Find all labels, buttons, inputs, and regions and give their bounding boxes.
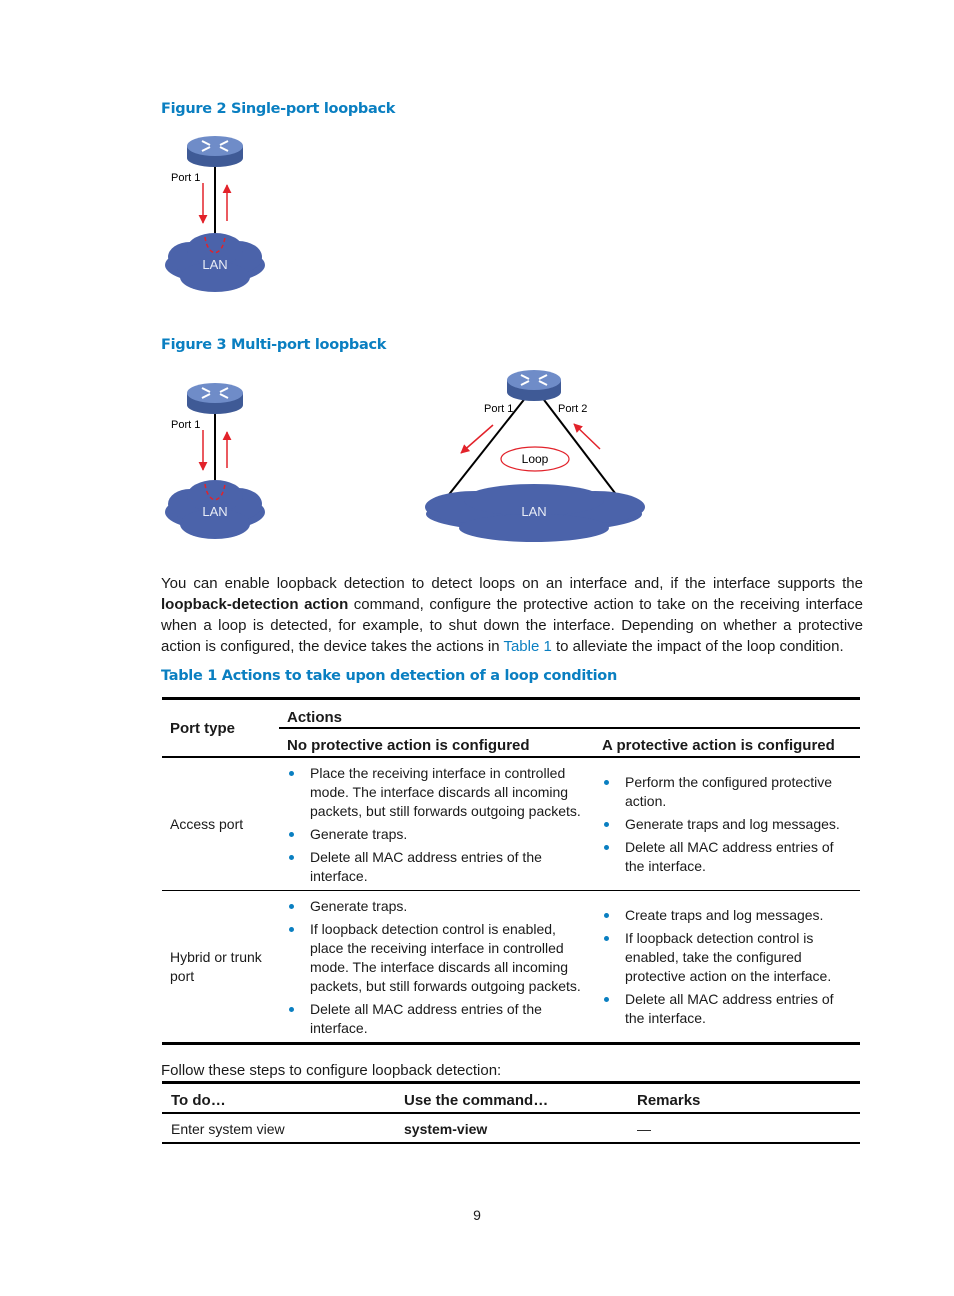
table-row	[162, 757, 860, 891]
header-todo: To do…	[162, 1083, 395, 1114]
actions-table	[162, 697, 860, 1045]
header-port-type: Port type	[162, 699, 279, 758]
port-label: Port 1	[171, 172, 201, 184]
figure-2-diagram	[150, 125, 280, 300]
list-item: Perform the configured protective action.	[602, 773, 852, 811]
figure-3-left-diagram	[150, 372, 280, 547]
loop-label: Loop	[521, 452, 549, 466]
list-item: Generate traps and log messages.	[602, 815, 852, 834]
header-actions: Actions	[279, 699, 860, 729]
lan-label: LAN	[202, 504, 228, 519]
switch-icon	[187, 136, 243, 167]
header-protective-action: A protective action is configured	[594, 728, 860, 757]
steps-table	[162, 1081, 860, 1144]
port-label: Port 1	[171, 419, 201, 431]
lan-label: LAN	[521, 504, 547, 519]
list-item: Delete all MAC address entries of the interface.	[287, 1000, 586, 1038]
figure-3-right-diagram	[420, 362, 655, 547]
steps-intro: Follow these steps to configure loopback detection:	[161, 1062, 502, 1079]
port-type-cell: Hybrid or trunk port	[162, 891, 279, 1044]
todo-cell: Enter system view	[162, 1113, 395, 1143]
lan-label: LAN	[202, 257, 228, 272]
body-text-1: You can enable loopback detection to detect loops on an interface and, if the interface supports the	[161, 575, 863, 592]
list-item: Delete all MAC address entries of the interface.	[602, 838, 852, 876]
list-item: Delete all MAC address entries of the interface.	[602, 990, 852, 1028]
figure-3-caption: Figure 3 Multi-port loopback	[161, 337, 387, 353]
body-text-2: command, configure the protective action to take on the receiving interface when a loop is detected, for example, to shut down the interface. Depending on whether a protective action is configured, the device takes the actions in	[161, 596, 863, 655]
remarks-cell: —	[628, 1113, 860, 1143]
list-item: Delete all MAC address entries of the interface.	[287, 848, 586, 886]
switch-icon	[187, 383, 243, 414]
port-type-cell: Access port	[162, 757, 279, 891]
table-row	[162, 891, 860, 1044]
switch-icon	[507, 370, 561, 401]
header-remarks: Remarks	[628, 1083, 860, 1114]
command-name: loopback-detection action	[161, 596, 349, 613]
list-item: Generate traps.	[287, 825, 586, 844]
figure-2-caption: Figure 2 Single-port loopback	[161, 101, 396, 117]
body-paragraph	[161, 573, 863, 657]
table-1-caption: Table 1 Actions to take upon detection of a loop condition	[161, 668, 617, 684]
table-row	[162, 1113, 860, 1143]
list-item: Generate traps.	[287, 897, 586, 916]
list-item: Place the receiving interface in controlled mode. The interface discards all incoming packets, but still forwards outgoing packets.	[287, 764, 586, 821]
header-no-protective-action: No protective action is configured	[279, 728, 594, 757]
list-item: If loopback detection control is enabled, place the receiving interface in controlled mode. The interface discards all incoming packets, but still forwards outgoing packets.	[287, 920, 586, 996]
header-command: Use the command…	[395, 1083, 628, 1114]
port-1-label: Port 1	[484, 403, 514, 415]
list-item: Create traps and log messages.	[602, 906, 852, 925]
body-text-3: to alleviate the impact of the loop condition.	[551, 638, 844, 655]
list-item: If loopback detection control is enabled, take the configured protective action on the interface.	[602, 929, 852, 986]
command-cell: system-view	[395, 1113, 628, 1143]
page-number: 9	[473, 1207, 481, 1223]
arrow-out	[461, 425, 493, 453]
table-1-link[interactable]: Table 1	[503, 638, 552, 655]
port-2-label: Port 2	[558, 403, 588, 415]
